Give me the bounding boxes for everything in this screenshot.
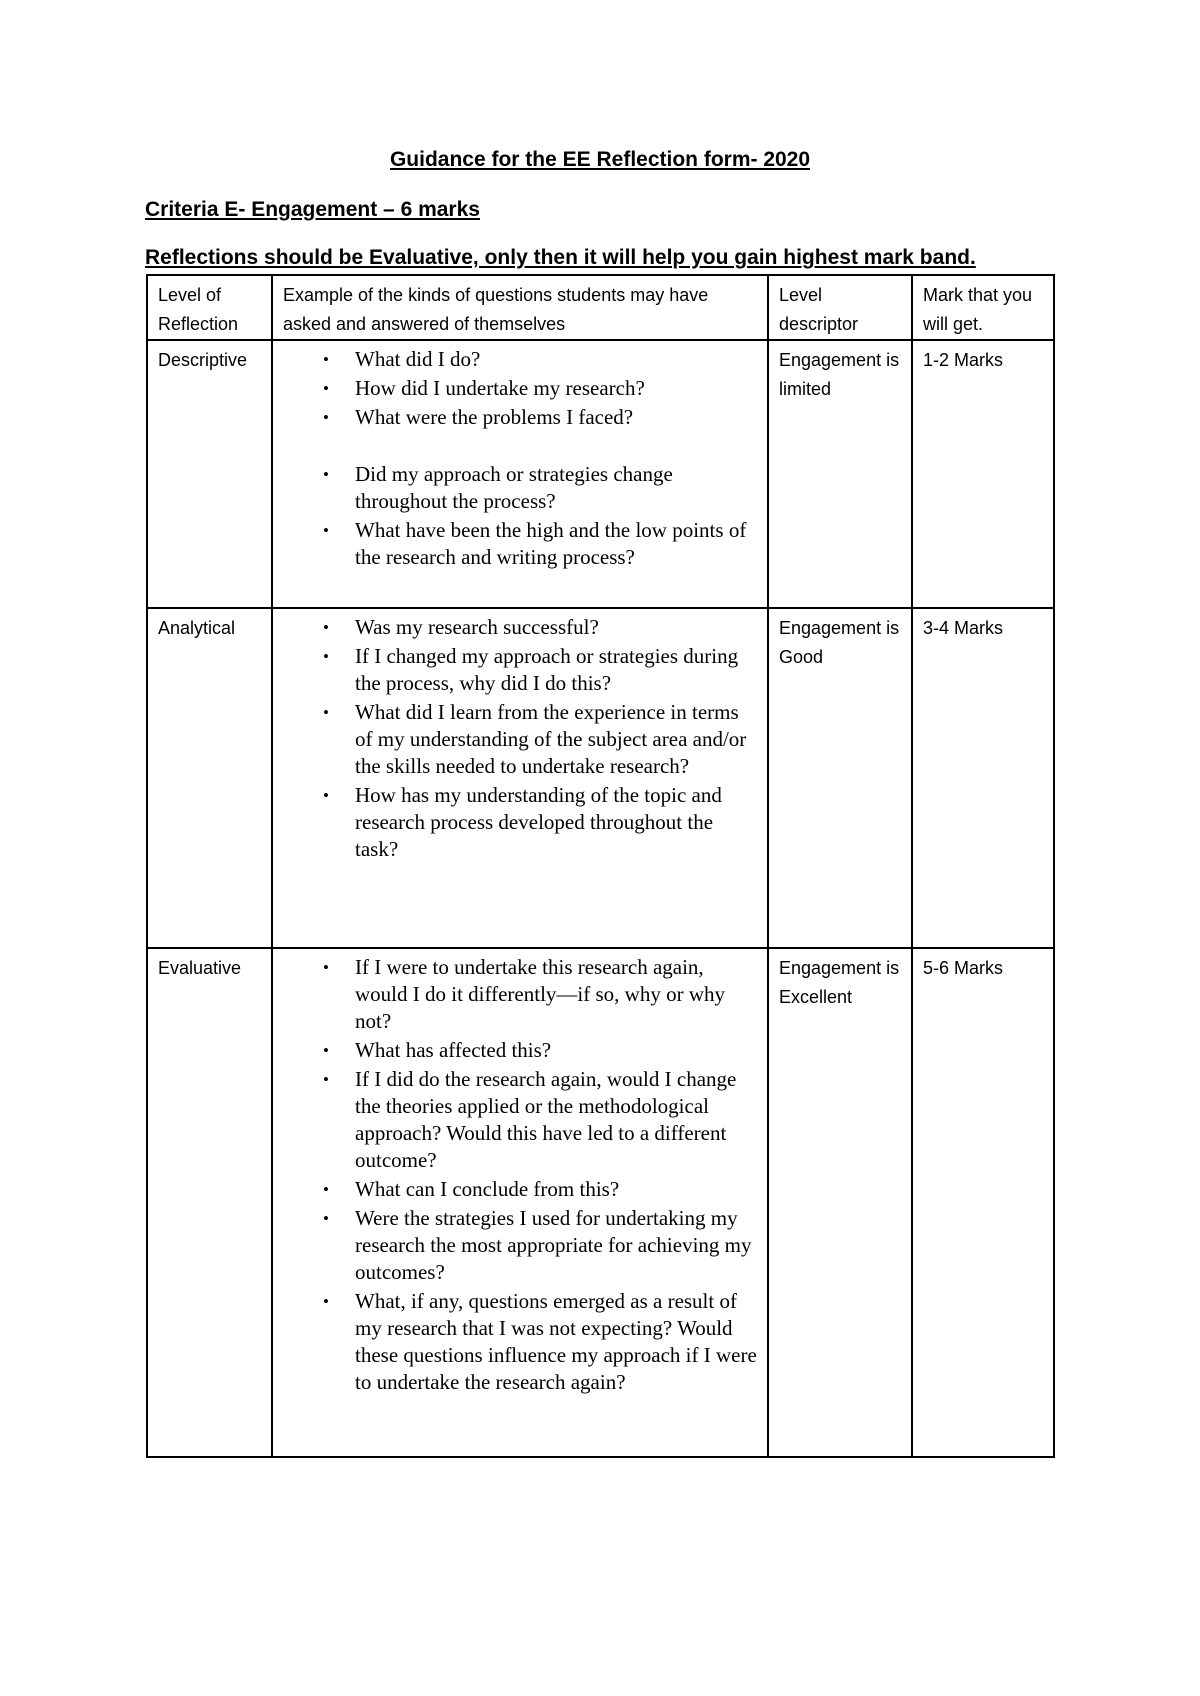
row-marks: 1-2 Marks: [912, 340, 1054, 608]
row-descriptor: Engagement is limited: [768, 340, 912, 608]
table-row-evaluative: [147, 948, 1054, 1457]
question-item: • If I changed my approach or strategies during the process, why did I do this?: [283, 643, 757, 697]
row-marks: 5-6 Marks: [912, 948, 1054, 1457]
instruction-heading: Reflections should be Evaluative, only then it will help you gain highest mark band.: [145, 246, 976, 269]
question-item: • If I were to undertake this research again, would I do it differently—if so, why or why not?: [283, 954, 757, 1035]
question-item: • What have been the high and the low points of the research and writing process?: [283, 517, 757, 571]
row-level-label: Evaluative: [147, 948, 272, 1457]
row-descriptor: Engagement is Good: [768, 608, 912, 948]
reflection-guidance-table: [146, 274, 1055, 1458]
question-list: [283, 614, 757, 863]
row-questions: [272, 608, 768, 948]
question-item: • What, if any, questions emerged as a result of my research that I was not expecting? Would these questions influence my approach if I were to undertake the research again?: [283, 1288, 757, 1396]
row-descriptor: Engagement is Excellent: [768, 948, 912, 1457]
question-item: • How did I undertake my research?: [283, 375, 757, 402]
question-item: • What has affected this?: [283, 1037, 757, 1064]
question-list: [283, 954, 757, 1396]
row-level-label: Descriptive: [147, 340, 272, 608]
question-item: • What were the problems I faced?: [283, 404, 757, 431]
criteria-heading: Criteria E- Engagement – 6 marks: [145, 198, 480, 221]
header-level-of-reflection: Level of Reflection: [147, 275, 272, 340]
question-item: • If I did do the research again, would I change the theories applied or the methodological approach? Would this have led to a different outcome?: [283, 1066, 757, 1174]
header-example-questions: Example of the kinds of questions students may have asked and answered of themselves: [272, 275, 768, 340]
table-header-row: [147, 275, 1054, 340]
header-mark: Mark that you will get.: [912, 275, 1054, 340]
question-item: • Was my research successful?: [283, 614, 757, 641]
row-questions: [272, 948, 768, 1457]
page-title: Guidance for the EE Reflection form- 2020: [389, 148, 811, 171]
row-marks: 3-4 Marks: [912, 608, 1054, 948]
row-questions: [272, 340, 768, 608]
header-level-descriptor: Level descriptor: [768, 275, 912, 340]
table-row-analytical: [147, 608, 1054, 948]
table-row-descriptive: [147, 340, 1054, 608]
question-item: • How has my understanding of the topic and research process developed throughout the task?: [283, 782, 757, 863]
question-list: [283, 346, 757, 571]
question-item: • Did my approach or strategies change throughout the process?: [283, 461, 757, 515]
row-level-label: Analytical: [147, 608, 272, 948]
question-item: • What can I conclude from this?: [283, 1176, 757, 1203]
question-item: • What did I learn from the experience in terms of my understanding of the subject area and/or the skills needed to undertake research?: [283, 699, 757, 780]
question-item: • What did I do?: [283, 346, 757, 373]
question-item: • Were the strategies I used for undertaking my research the most appropriate for achieving my outcomes?: [283, 1205, 757, 1286]
